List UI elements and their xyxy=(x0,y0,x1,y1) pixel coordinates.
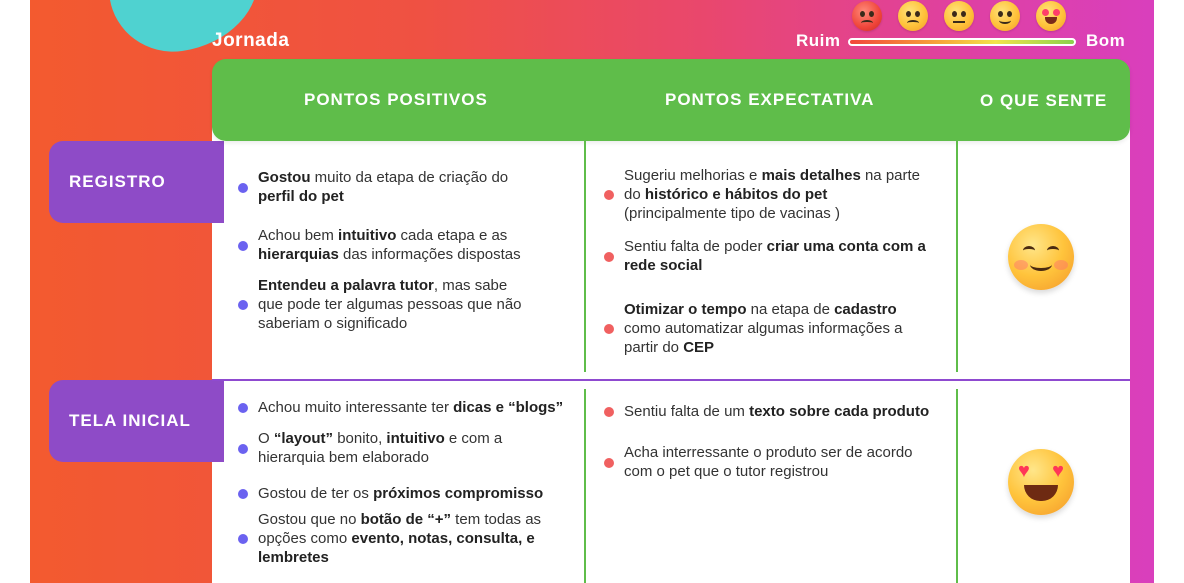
list-item: Sentiu falta de um texto sobre cada produto xyxy=(624,402,929,421)
list-item: Entendeu a palavra tutor, mas sabe que pode ter algumas pessoas que não saberiam o significado xyxy=(258,276,522,333)
table-header xyxy=(212,59,1130,141)
column-header-positives: PONTOS POSITIVOS xyxy=(304,90,488,109)
row-label-registro: REGISTRO xyxy=(49,141,224,223)
heart-eyes-face-icon: ♥ ♥ xyxy=(1008,449,1074,515)
list-item: Gostou que no botão de “+” tem todas as opções como evento, notas, consulta, e lembretes xyxy=(258,510,541,567)
list-item: O “layout” bonito, intuitivo e com a hierarquia bem elaborado xyxy=(258,429,502,467)
journey-title: Jornada xyxy=(212,30,290,51)
neutral-face-icon xyxy=(944,1,974,31)
bullet-icon xyxy=(238,183,248,193)
bullet-icon xyxy=(604,407,614,417)
heart-eyes-face-icon xyxy=(1036,1,1066,31)
bullet-icon xyxy=(604,190,614,200)
worried-face-icon xyxy=(898,1,928,31)
journey-board xyxy=(30,0,1154,583)
list-item: Gostou de ter os próximos compromisso xyxy=(258,484,543,503)
bullet-icon xyxy=(604,324,614,334)
bullet-icon xyxy=(238,241,248,251)
row-label-tela-inicial: TELA INICIAL xyxy=(49,380,224,462)
scale-low-label: Ruim xyxy=(796,31,841,50)
smiling-face-icon xyxy=(990,1,1020,31)
column-divider xyxy=(956,141,958,372)
list-item: Gostou muito da etapa de criação do perfil do pet xyxy=(258,168,508,206)
satisfaction-scale-bar xyxy=(848,38,1076,46)
bullet-icon xyxy=(238,534,248,544)
bullet-icon xyxy=(604,252,614,262)
smiling-face-icon xyxy=(1008,224,1074,290)
column-divider xyxy=(584,389,586,583)
list-item: Achou bem intuitivo cada etapa e as hierarquias das informações dispostas xyxy=(258,226,521,264)
angry-face-icon xyxy=(852,1,882,31)
bullet-icon xyxy=(238,300,248,310)
bullet-icon xyxy=(238,489,248,499)
column-divider xyxy=(584,141,586,372)
list-item: Sentiu falta de poder criar uma conta com a rede social xyxy=(624,237,926,275)
scale-high-label: Bom xyxy=(1086,31,1126,50)
column-header-feeling: O QUE SENTE xyxy=(980,91,1108,110)
bullet-icon xyxy=(238,403,248,413)
list-item: Otimizar o tempo na etapa de cadastro como automatizar algumas informações a partir do CEP xyxy=(624,300,902,357)
bullet-icon xyxy=(238,444,248,454)
column-divider xyxy=(956,389,958,583)
list-item: Sugeriu melhorias e mais detalhes na parte do histórico e hábitos do pet (principalmente tipo de vacinas ) xyxy=(624,166,920,223)
bullet-icon xyxy=(604,458,614,468)
list-item: Achou muito interessante ter dicas e “blogs” xyxy=(258,398,563,417)
list-item: Acha interressante o produto ser de acordo com o pet que o tutor registrou xyxy=(624,443,913,481)
column-header-expectations: PONTOS EXPECTATIVA xyxy=(665,90,875,109)
row-divider xyxy=(212,379,1130,381)
satisfaction-emoji-row xyxy=(852,0,1082,34)
